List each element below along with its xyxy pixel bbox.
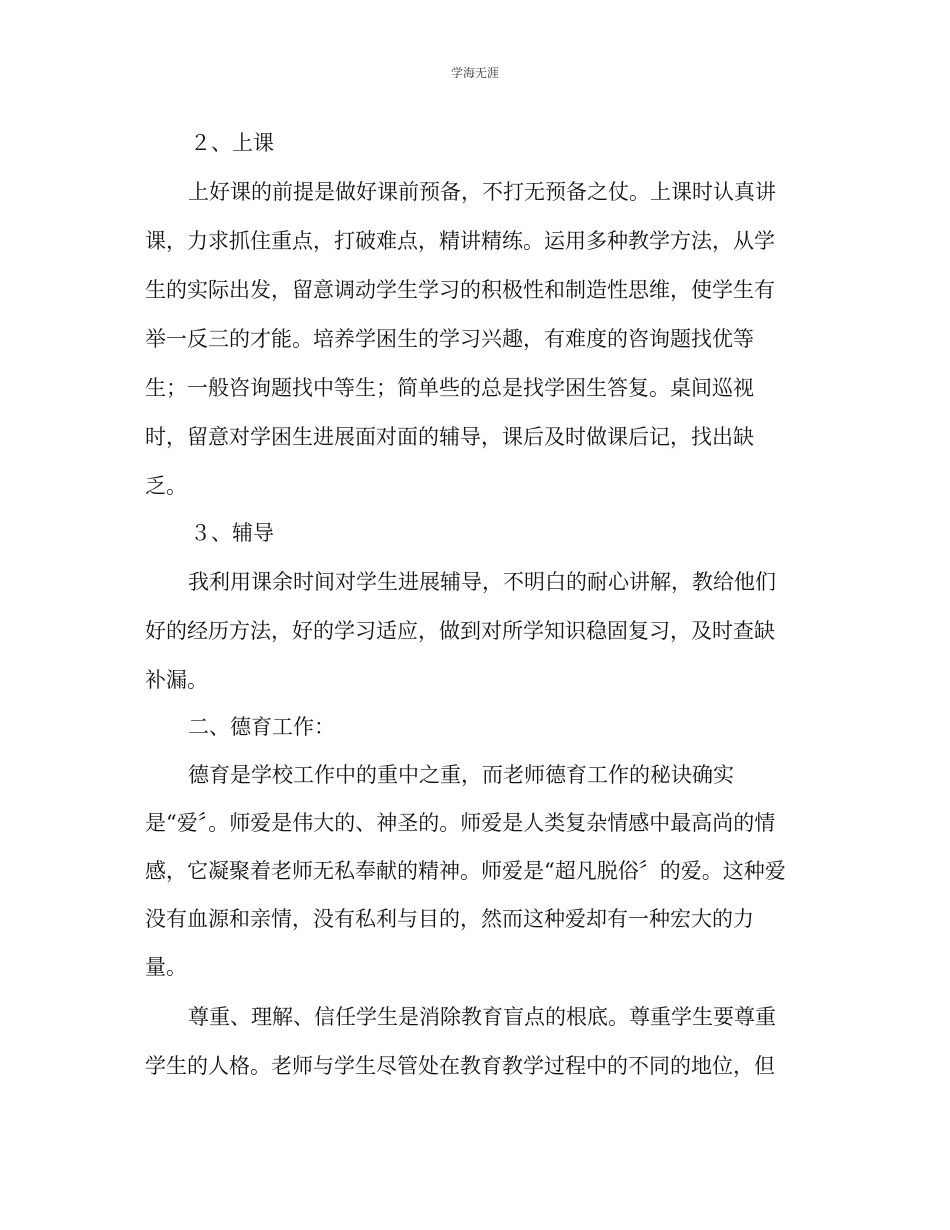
section-heading-tutoring: ３、辅导 bbox=[190, 521, 274, 545]
paragraph-line: 生的实际出发，留意调动学生学习的积极性和制造性思维，使学生有 bbox=[145, 278, 775, 302]
paragraph-line: 学生的人格。老师与学生尽管处在教育教学过程中的不同的地位，但 bbox=[145, 1054, 775, 1078]
paragraph-line: 时，留意对学困生进展面对面的辅导，课后及时做课后记，找出缺 bbox=[145, 425, 754, 449]
section-heading-moral-education: 二、德育工作： bbox=[188, 715, 335, 739]
section-heading-lecturing: ２、上课 bbox=[190, 131, 274, 155]
paragraph-line: 乏。 bbox=[145, 474, 187, 498]
paragraph-line: 课，力求抓住重点，打破难点，精讲精练。运用多种教学方法，从学 bbox=[145, 229, 775, 253]
page-header: 学海无涯 bbox=[450, 66, 499, 80]
paragraph-line: 补漏。 bbox=[145, 668, 208, 692]
paragraph-line: 生；一般咨询题找中等生；简单些的总是找学困生答复。桌间巡视 bbox=[145, 376, 754, 400]
paragraph-line: 感，它凝聚着老师无私奉献的精神。师爱是“超凡脱俗〞的爱。这种爱 bbox=[145, 859, 786, 883]
paragraph-line: 德育是学校工作中的重中之重，而老师德育工作的秘诀确实 bbox=[188, 763, 734, 787]
paragraph-line: 量。 bbox=[145, 955, 187, 979]
paragraph-line: 没有血源和亲情，没有私利与目的，然而这种爱却有一种宏大的力 bbox=[145, 907, 754, 931]
paragraph-line: 我利用课余时间对学生进展辅导，不明白的耐心讲解，教给他们 bbox=[188, 570, 776, 594]
paragraph-line: 举一反三的才能。培养学困生的学习兴趣，有难度的咨询题找优等 bbox=[145, 327, 754, 351]
paragraph-line: 尊重、理解、信任学生是消除教育盲点的根底。尊重学生要尊重 bbox=[188, 1005, 776, 1029]
paragraph-line: 上好课的前提是做好课前预备，不打无预备之仗。上课时认真讲 bbox=[188, 180, 776, 204]
paragraph-line: 好的经历方法，好的学习适应，做到对所学知识稳固复习，及时查缺 bbox=[145, 619, 775, 643]
paragraph-line: 是“爱〞。师爱是伟大的、神圣的。师爱是人类复杂情感中最高尚的情 bbox=[145, 811, 776, 835]
